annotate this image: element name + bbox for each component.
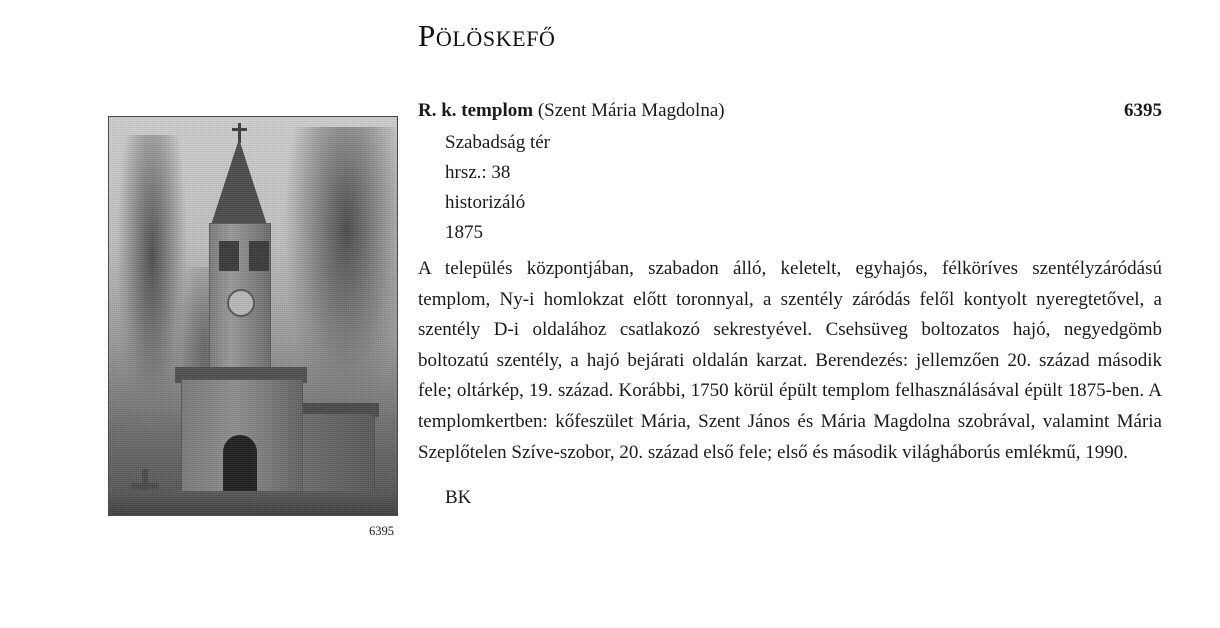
entry-meta [418,128,1162,248]
figure-caption: 6395 [369,524,394,538]
tower-window-left [219,241,239,271]
cross-horizontal-icon [232,128,247,131]
entry-description: A település központjában, szabadon álló, keletelt, egyhajós, félköríves szentélyzáródású templom, Ny-i homlokzat előtt toronnyal, a szentély záródás felől kontyolt nyeregtetővel, a szentély D-i oldalához csatlakozó sekrestyével. Csehsüveg boltozatos hajó, negyedgömb boltozatú szentély, a hajó bejárati oldalán karzat. Berendezés: jellemzően 20. század második fele; oltárkép, 19. század. Korábbi, 1750 körül épült templom felhasználásával épült 1875-ben. A templomkertben: kőfeszület Mária, Szent János és Mária Magdolna szobrával, valamint Mária Szeplőtelen Szíve-szobor, 20. század első fele; első és második világháborús emlékmű, 1990. [418,258,1162,463]
tower-window-right [249,241,269,271]
church-portal [223,435,257,497]
entry-code: 6395 [1124,100,1162,121]
meta-style: historizáló [445,192,526,214]
ground-shape [109,491,397,515]
entry-signature: BK [445,487,472,509]
entry-name-dedication: (Szent Mária Magdolna) [537,100,725,121]
stone-cross-horizontal [131,483,159,489]
entry-name-main: R. k. templom [418,100,534,121]
side-wing-shape [295,413,375,499]
meta-parcel: hrsz.: 38 [445,162,511,184]
church-silhouette [109,117,397,515]
text-column [418,0,1162,509]
figure-block [108,116,398,539]
page-title: Pölöskefő [418,18,556,53]
church-photo [108,116,398,516]
entry-header [418,100,1162,122]
meta-address: Szabadság tér [445,132,550,153]
spire-shape [211,139,267,225]
entry-name [418,100,725,122]
tower-clock-icon [227,289,255,317]
meta-year: 1875 [445,222,483,244]
